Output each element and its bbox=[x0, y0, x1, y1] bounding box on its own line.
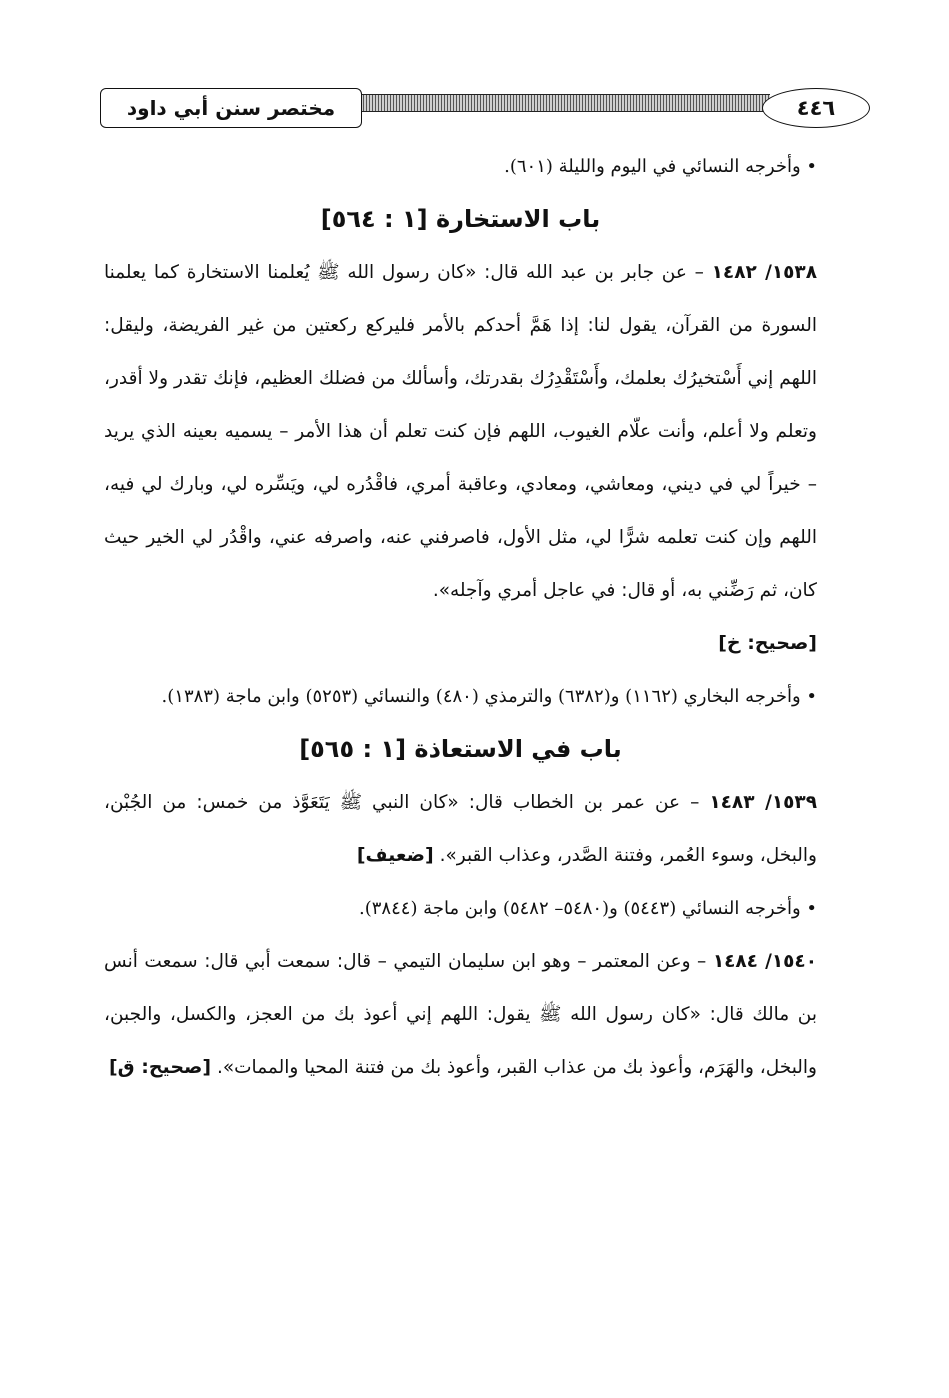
hadith-grade: [صحيح: خ] bbox=[718, 632, 817, 654]
section-heading-istiadha: باب في الاستعاذة [١ : ٥٦٥] bbox=[299, 735, 622, 763]
book-title: مختصر سنن أبي داود bbox=[100, 88, 362, 128]
section-heading-istikhara: باب الاستخارة [١ : ٥٦٤] bbox=[320, 205, 601, 233]
hadith-grade: [صحيح: ق] bbox=[108, 1056, 212, 1078]
header-decorative-band bbox=[330, 94, 770, 112]
footnote-1538: • وأخرجه البخاري (١١٦٢) و(٦٣٨٢) والترمذي (٤٨٠) والنسائي (٥٢٥٣) وابن ماجة (١٣٨٣). bbox=[161, 686, 817, 707]
hadith-grade: [ضعيف] bbox=[356, 844, 434, 866]
page-body bbox=[104, 140, 817, 1094]
hadith-number: ١٥٣٩/ ١٤٨٣ bbox=[709, 792, 817, 813]
hadith-text: – عن جابر بن عبد الله قال: «كان رسول الله ﷺ يُعلمنا الاستخارة كما يعلمنا السورة من القرآن، يقول لنا: إذا هَمَّ أحدكم بالأمر فليركع ركعتين من غير الفريضة، وليقل: اللهم إني أَسْتخيرُك بعلمك، وأَسْتَقْدِرُك بقدرتك، وأسألك من فضلك العظيم، فإنك تقدر ولا أقدر، وتعلم ولا أعلم، وأنت علّام الغيوب، اللهم فإن كنت تعلم أن هذا الأمر – يسميه بعينه الذي يريد – خيراً لي في ديني، ومعاشي، ومعادي، وعاقبة أمري، فاقْدُره لي، ويَسِّره لي، وبارك لي فيه، اللهم وإن كنت تعلمه شرًّا لي، مثل الأول، فاصرفني عنه، واصرفه عني، واقْدُر لي الخير حيث كان، ثم رَضِّني به، أو قال: في عاجل أمري وآجله». bbox=[104, 262, 817, 601]
hadith-1540 bbox=[104, 935, 817, 1094]
hadith-number: ١٥٣٨/ ١٤٨٢ bbox=[711, 262, 818, 283]
hadith-1538 bbox=[104, 246, 817, 617]
hadith-text: – عن عمر بن الخطاب قال: «كان النبي ﷺ يَتَعَوَّذ من خمس: من الجُبْن، والبخل، وسوء العُمر، وفتنة الصَّدر، وعذاب القبر». bbox=[104, 792, 817, 866]
hadith-number: ١٥٤٠/ ١٤٨٤ bbox=[712, 951, 817, 972]
hadith-1539 bbox=[104, 776, 817, 882]
page-header bbox=[100, 88, 870, 132]
footnote-1539: • وأخرجه النسائي (٥٤٤٣) و(٥٤٨٠– ٥٤٨٢) وابن ماجة (٣٨٤٤). bbox=[359, 898, 817, 919]
footnote-top: • وأخرجه النسائي في اليوم والليلة (٦٠١). bbox=[504, 156, 817, 177]
page-number: ٤٤٦ bbox=[762, 88, 870, 128]
hadith-text: – وعن المعتمر – وهو ابن سليمان التيمي – قال: سمعت أبي قال: سمعت أنس بن مالك قال: «كان رسول الله ﷺ يقول: اللهم إني أعوذ بك من العجز، والكسل، والجبن، والبخل، والهَرَم، وأعوذ بك من عذاب القبر، وأعوذ بك من فتنة المحيا والممات». bbox=[104, 951, 817, 1078]
